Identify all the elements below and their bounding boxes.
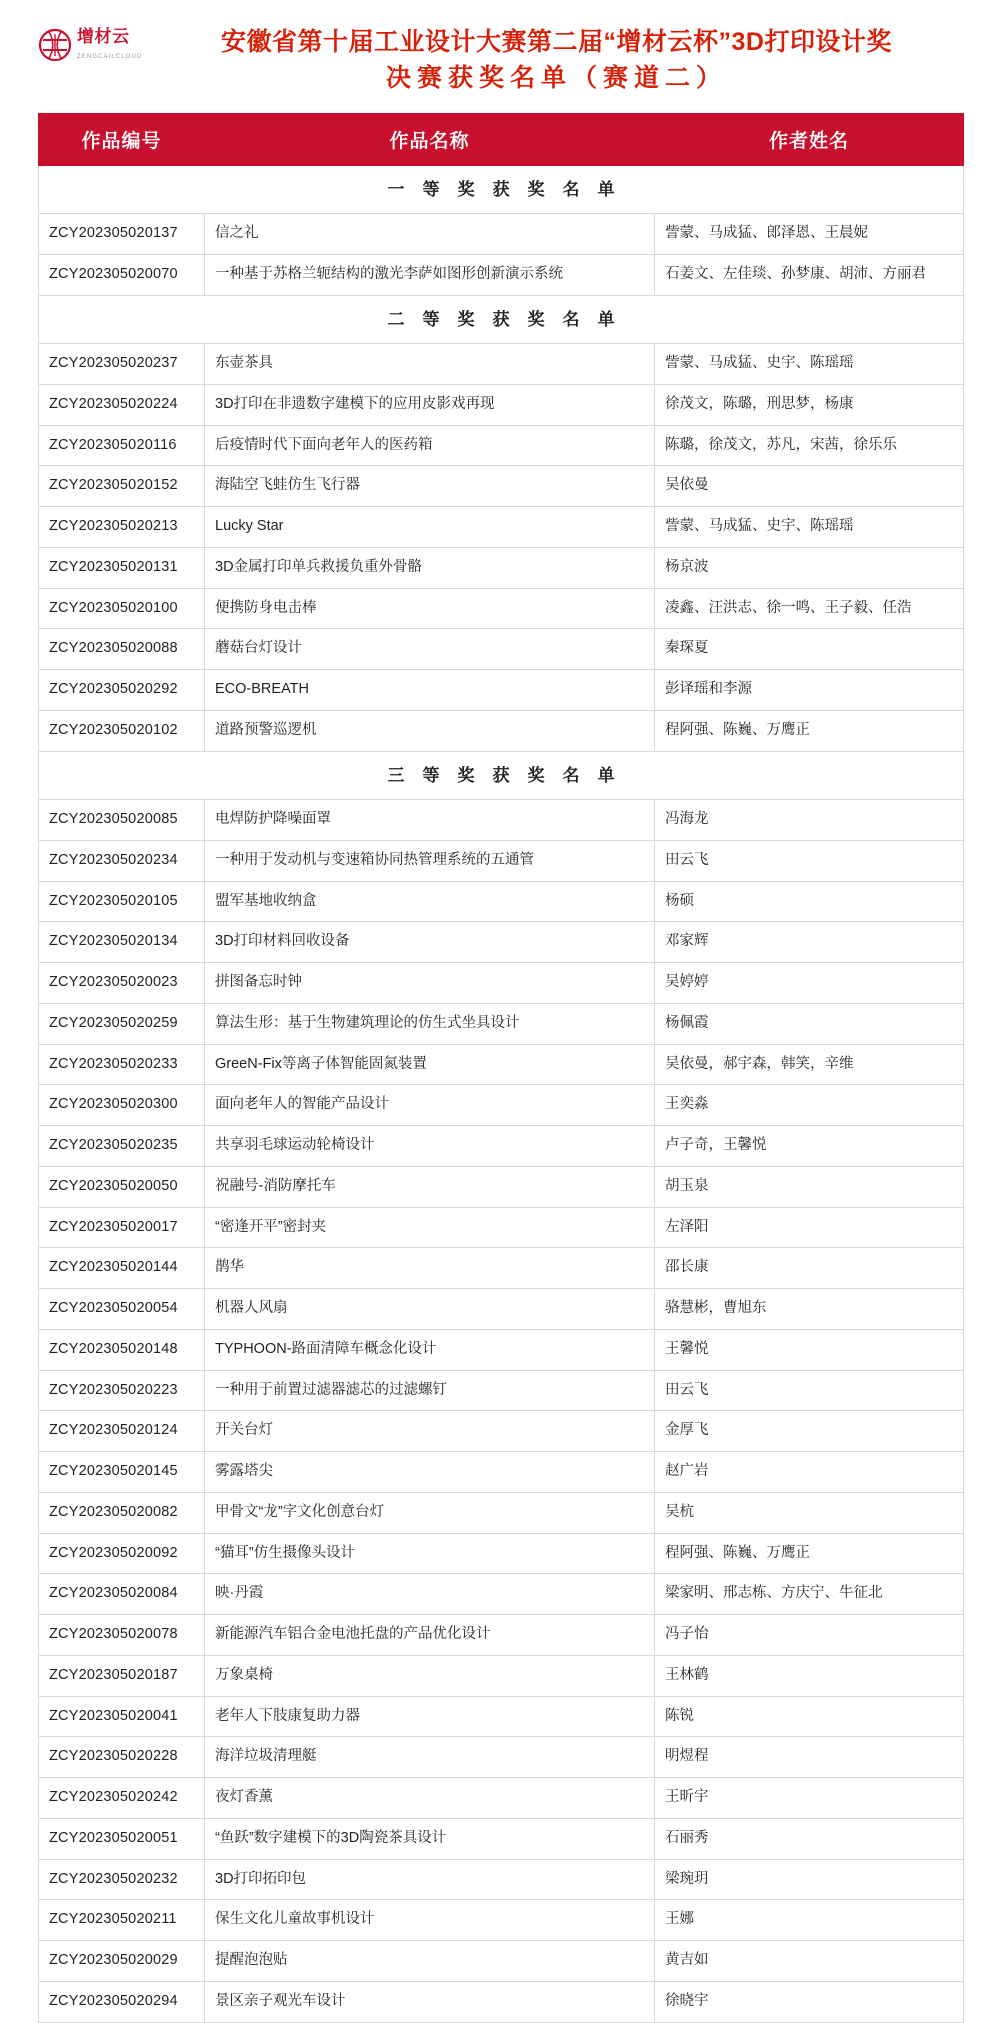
cell-work-name: 映·丹霞 bbox=[205, 1574, 655, 1615]
cell-author-name: 冯海龙 bbox=[655, 800, 964, 841]
cell-work-name: 雾露塔尖 bbox=[205, 1452, 655, 1493]
cell-work-code: ZCY202305020242 bbox=[39, 1778, 205, 1819]
cell-work-code: ZCY202305020259 bbox=[39, 1003, 205, 1044]
cell-author-name: 田云飞 bbox=[655, 1370, 964, 1411]
cell-work-name: 共享羽毛球运动轮椅设计 bbox=[205, 1126, 655, 1167]
cell-work-code: ZCY202305020116 bbox=[39, 425, 205, 466]
cell-author-name: 秦琛夏 bbox=[655, 629, 964, 670]
cell-work-code: ZCY202305020148 bbox=[39, 1329, 205, 1370]
cell-author-name: 訾蒙、马成猛、史宇、陈瑶瑶 bbox=[655, 344, 964, 385]
logo-text-cn: 增材云 bbox=[77, 27, 130, 46]
cell-work-code: ZCY202305020137 bbox=[39, 214, 205, 255]
table-row bbox=[39, 1452, 964, 1493]
cell-work-name: 景区亲子观光车设计 bbox=[205, 1981, 655, 2022]
section-heading-row bbox=[39, 295, 964, 344]
cell-author-name: 徐晓宇 bbox=[655, 1981, 964, 2022]
table-row bbox=[39, 1574, 964, 1615]
section-heading-row bbox=[39, 751, 964, 800]
table-header bbox=[39, 113, 964, 165]
awards-table bbox=[38, 113, 964, 2023]
table-row bbox=[39, 1370, 964, 1411]
cell-author-name: 黄吉如 bbox=[655, 1941, 964, 1982]
cell-work-code: ZCY202305020124 bbox=[39, 1411, 205, 1452]
cell-work-code: ZCY202305020152 bbox=[39, 466, 205, 507]
table-row bbox=[39, 1818, 964, 1859]
table-row bbox=[39, 1126, 964, 1167]
cell-work-name: 一种用于前置过滤器滤芯的过滤螺钉 bbox=[205, 1370, 655, 1411]
cell-work-code: ZCY202305020078 bbox=[39, 1615, 205, 1656]
cell-work-name: 拼图备忘时钟 bbox=[205, 963, 655, 1004]
cell-work-code: ZCY202305020070 bbox=[39, 254, 205, 295]
cell-work-name: 一种用于发动机与变速箱协同热管理系统的五通管 bbox=[205, 840, 655, 881]
table-row bbox=[39, 425, 964, 466]
cell-work-name: “猫耳”仿生摄像头设计 bbox=[205, 1533, 655, 1574]
cell-work-code: ZCY202305020292 bbox=[39, 670, 205, 711]
table-row bbox=[39, 1248, 964, 1289]
table-row bbox=[39, 629, 964, 670]
cell-work-name: 万象桌椅 bbox=[205, 1655, 655, 1696]
cell-work-name: “密逢开平”密封夹 bbox=[205, 1207, 655, 1248]
cell-work-code: ZCY202305020234 bbox=[39, 840, 205, 881]
cell-work-code: ZCY202305020237 bbox=[39, 344, 205, 385]
table-row bbox=[39, 214, 964, 255]
cell-author-name: 骆慧彬，曹旭东 bbox=[655, 1289, 964, 1330]
cell-author-name: 左泽阳 bbox=[655, 1207, 964, 1248]
cell-work-code: ZCY202305020023 bbox=[39, 963, 205, 1004]
section-heading-label: 二等奖获奖名单 bbox=[39, 295, 964, 344]
table-row bbox=[39, 963, 964, 1004]
cell-author-name: 赵广岩 bbox=[655, 1452, 964, 1493]
cell-work-name: 面向老年人的智能产品设计 bbox=[205, 1085, 655, 1126]
cell-author-name: 王娜 bbox=[655, 1900, 964, 1941]
table-row bbox=[39, 1085, 964, 1126]
cell-author-name: 王馨悦 bbox=[655, 1329, 964, 1370]
cell-work-name: 蘑菇台灯设计 bbox=[205, 629, 655, 670]
table-row bbox=[39, 344, 964, 385]
table-row bbox=[39, 1492, 964, 1533]
cell-author-name: 陈锐 bbox=[655, 1696, 964, 1737]
zengcaiyun-logo-icon bbox=[38, 28, 72, 62]
cell-author-name: 冯子怡 bbox=[655, 1615, 964, 1656]
table-row bbox=[39, 1003, 964, 1044]
column-header-name: 作品名称 bbox=[205, 113, 655, 165]
section-heading-row bbox=[39, 165, 964, 214]
table-row bbox=[39, 670, 964, 711]
cell-work-name: 东壶茶具 bbox=[205, 344, 655, 385]
cell-work-name: “鱼跃”数字建模下的3D陶瓷茶具设计 bbox=[205, 1818, 655, 1859]
cell-work-code: ZCY202305020041 bbox=[39, 1696, 205, 1737]
cell-work-code: ZCY202305020211 bbox=[39, 1900, 205, 1941]
table-row bbox=[39, 1941, 964, 1982]
cell-author-name: 程阿强、陈巍、万鹰正 bbox=[655, 710, 964, 751]
cell-author-name: 吴婷婷 bbox=[655, 963, 964, 1004]
cell-work-name: 鹊华 bbox=[205, 1248, 655, 1289]
cell-author-name: 吴依曼，郝宇森，韩笑，辛维 bbox=[655, 1044, 964, 1085]
table-row bbox=[39, 588, 964, 629]
cell-work-code: ZCY202305020092 bbox=[39, 1533, 205, 1574]
cell-author-name: 吴依曼 bbox=[655, 466, 964, 507]
cell-work-code: ZCY202305020134 bbox=[39, 922, 205, 963]
cell-author-name: 杨佩霞 bbox=[655, 1003, 964, 1044]
column-header-code: 作品编号 bbox=[39, 113, 205, 165]
cell-work-code: ZCY202305020300 bbox=[39, 1085, 205, 1126]
cell-author-name: 胡玉泉 bbox=[655, 1166, 964, 1207]
cell-work-name: 3D打印拓印包 bbox=[205, 1859, 655, 1900]
table-row bbox=[39, 1900, 964, 1941]
cell-author-name: 邓家辉 bbox=[655, 922, 964, 963]
cell-work-code: ZCY202305020102 bbox=[39, 710, 205, 751]
cell-author-name: 梁琬玥 bbox=[655, 1859, 964, 1900]
cell-author-name: 王奕淼 bbox=[655, 1085, 964, 1126]
cell-work-code: ZCY202305020082 bbox=[39, 1492, 205, 1533]
table-row bbox=[39, 1207, 964, 1248]
cell-work-code: ZCY202305020131 bbox=[39, 547, 205, 588]
table-row bbox=[39, 1411, 964, 1452]
cell-work-name: 一种基于苏格兰轭结构的激光李萨如图形创新演示系统 bbox=[205, 254, 655, 295]
table-row bbox=[39, 254, 964, 295]
cell-author-name: 邵长康 bbox=[655, 1248, 964, 1289]
cell-work-name: 后疫情时代下面向老年人的医药箱 bbox=[205, 425, 655, 466]
cell-work-code: ZCY202305020232 bbox=[39, 1859, 205, 1900]
cell-work-code: ZCY202305020084 bbox=[39, 1574, 205, 1615]
cell-work-name: 海陆空飞蛙仿生飞行器 bbox=[205, 466, 655, 507]
cell-work-name: 祝融号-消防摩托车 bbox=[205, 1166, 655, 1207]
cell-work-name: 便携防身电击棒 bbox=[205, 588, 655, 629]
table-row bbox=[39, 1044, 964, 1085]
cell-author-name: 凌鑫、汪洪志、徐一鸣、王子毅、任浩 bbox=[655, 588, 964, 629]
cell-author-name: 金厚飞 bbox=[655, 1411, 964, 1452]
cell-work-name: 3D金属打印单兵救援负重外骨骼 bbox=[205, 547, 655, 588]
cell-work-name: 开关台灯 bbox=[205, 1411, 655, 1452]
cell-author-name: 訾蒙、马成猛、郎泽恩、王晨妮 bbox=[655, 214, 964, 255]
table-row bbox=[39, 800, 964, 841]
cell-work-code: ZCY202305020213 bbox=[39, 507, 205, 548]
cell-work-code: ZCY202305020145 bbox=[39, 1452, 205, 1493]
cell-author-name: 徐茂文，陈璐，刑思梦，杨康 bbox=[655, 384, 964, 425]
section-heading-label: 三等奖获奖名单 bbox=[39, 751, 964, 800]
cell-work-code: ZCY202305020085 bbox=[39, 800, 205, 841]
cell-work-code: ZCY202305020105 bbox=[39, 881, 205, 922]
cell-author-name: 訾蒙、马成猛、史宇、陈瑶瑶 bbox=[655, 507, 964, 548]
page-title bbox=[160, 24, 963, 97]
cell-work-code: ZCY202305020224 bbox=[39, 384, 205, 425]
logo-text bbox=[77, 28, 142, 62]
cell-work-name: 提醒泡泡贴 bbox=[205, 1941, 655, 1982]
cell-work-code: ZCY202305020029 bbox=[39, 1941, 205, 1982]
cell-author-name: 彭译瑶和李源 bbox=[655, 670, 964, 711]
table-header-row bbox=[39, 113, 964, 165]
table-row bbox=[39, 507, 964, 548]
cell-work-code: ZCY202305020228 bbox=[39, 1737, 205, 1778]
table-body bbox=[39, 165, 964, 2022]
table-row bbox=[39, 881, 964, 922]
cell-work-code: ZCY202305020187 bbox=[39, 1655, 205, 1696]
cell-work-name: 道路预警巡逻机 bbox=[205, 710, 655, 751]
table-row bbox=[39, 1289, 964, 1330]
table-row bbox=[39, 547, 964, 588]
cell-work-name: 甲骨文“龙”字文化创意台灯 bbox=[205, 1492, 655, 1533]
cell-author-name: 田云飞 bbox=[655, 840, 964, 881]
cell-work-code: ZCY202305020054 bbox=[39, 1289, 205, 1330]
cell-work-code: ZCY202305020294 bbox=[39, 1981, 205, 2022]
cell-author-name: 杨硕 bbox=[655, 881, 964, 922]
table-row bbox=[39, 1778, 964, 1819]
cell-work-name: 3D打印在非遗数字建模下的应用皮影戏再现 bbox=[205, 384, 655, 425]
page-title-line-1: 安徽省第十届工业设计大赛第二届“增材云杯”3D打印设计奖 bbox=[221, 28, 892, 56]
cell-work-name: 电焊防护降噪面罩 bbox=[205, 800, 655, 841]
cell-work-name: 算法生形：基于生物建筑理论的仿生式坐具设计 bbox=[205, 1003, 655, 1044]
cell-author-name: 卢子奇，王馨悦 bbox=[655, 1126, 964, 1167]
cell-work-code: ZCY202305020233 bbox=[39, 1044, 205, 1085]
cell-author-name: 杨京波 bbox=[655, 547, 964, 588]
cell-author-name: 吴杭 bbox=[655, 1492, 964, 1533]
cell-work-code: ZCY202305020100 bbox=[39, 588, 205, 629]
table-row bbox=[39, 466, 964, 507]
cell-work-name: TYPHOON-路面清障车概念化设计 bbox=[205, 1329, 655, 1370]
cell-author-name: 陈璐，徐茂文，苏凡，宋茜，徐乐乐 bbox=[655, 425, 964, 466]
cell-work-name: 老年人下肢康复助力器 bbox=[205, 1696, 655, 1737]
table-row bbox=[39, 1737, 964, 1778]
page-title-line-2: 决赛获奖名单（赛道二） bbox=[385, 64, 727, 93]
column-header-author: 作者姓名 bbox=[655, 113, 964, 165]
table-row bbox=[39, 922, 964, 963]
table-row bbox=[39, 840, 964, 881]
cell-work-name: GreeN-Fix等离子体智能固氮装置 bbox=[205, 1044, 655, 1085]
cell-work-name: 新能源汽车铝合金电池托盘的产品优化设计 bbox=[205, 1615, 655, 1656]
cell-work-code: ZCY202305020088 bbox=[39, 629, 205, 670]
cell-work-code: ZCY202305020017 bbox=[39, 1207, 205, 1248]
table-row bbox=[39, 1166, 964, 1207]
cell-work-name: 保生文化儿童故事机设计 bbox=[205, 1900, 655, 1941]
document-header bbox=[38, 18, 963, 97]
cell-author-name: 梁家明、邢志栋、方庆宁、牛征北 bbox=[655, 1574, 964, 1615]
table-row bbox=[39, 1655, 964, 1696]
cell-work-name: 3D打印材料回收设备 bbox=[205, 922, 655, 963]
cell-author-name: 明煜程 bbox=[655, 1737, 964, 1778]
cell-author-name: 程阿强、陈巍、万鹰正 bbox=[655, 1533, 964, 1574]
table-row bbox=[39, 1329, 964, 1370]
table-row bbox=[39, 384, 964, 425]
cell-author-name: 王林鹤 bbox=[655, 1655, 964, 1696]
cell-work-code: ZCY202305020050 bbox=[39, 1166, 205, 1207]
cell-work-name: 盟军基地收纳盒 bbox=[205, 881, 655, 922]
table-row bbox=[39, 1859, 964, 1900]
cell-work-name: 海洋垃圾清理艇 bbox=[205, 1737, 655, 1778]
cell-work-code: ZCY202305020051 bbox=[39, 1818, 205, 1859]
cell-author-name: 石姜文、左佳琰、孙梦康、胡沛、方丽君 bbox=[655, 254, 964, 295]
cell-work-name: Lucky Star bbox=[205, 507, 655, 548]
table-row bbox=[39, 710, 964, 751]
brand-logo bbox=[38, 24, 150, 62]
cell-author-name: 石丽秀 bbox=[655, 1818, 964, 1859]
cell-work-code: ZCY202305020144 bbox=[39, 1248, 205, 1289]
table-row bbox=[39, 1981, 964, 2022]
section-heading-label: 一等奖获奖名单 bbox=[39, 165, 964, 214]
logo-text-en: ZENGCAILCLOUD bbox=[77, 54, 143, 60]
table-row bbox=[39, 1696, 964, 1737]
cell-work-code: ZCY202305020235 bbox=[39, 1126, 205, 1167]
cell-author-name: 王昕宇 bbox=[655, 1778, 964, 1819]
cell-work-name: 机器人风扇 bbox=[205, 1289, 655, 1330]
cell-work-code: ZCY202305020223 bbox=[39, 1370, 205, 1411]
cell-work-name: ECO-BREATH bbox=[205, 670, 655, 711]
table-row bbox=[39, 1615, 964, 1656]
cell-work-name: 夜灯香薰 bbox=[205, 1778, 655, 1819]
cell-work-name: 信之礼 bbox=[205, 214, 655, 255]
table-row bbox=[39, 1533, 964, 1574]
